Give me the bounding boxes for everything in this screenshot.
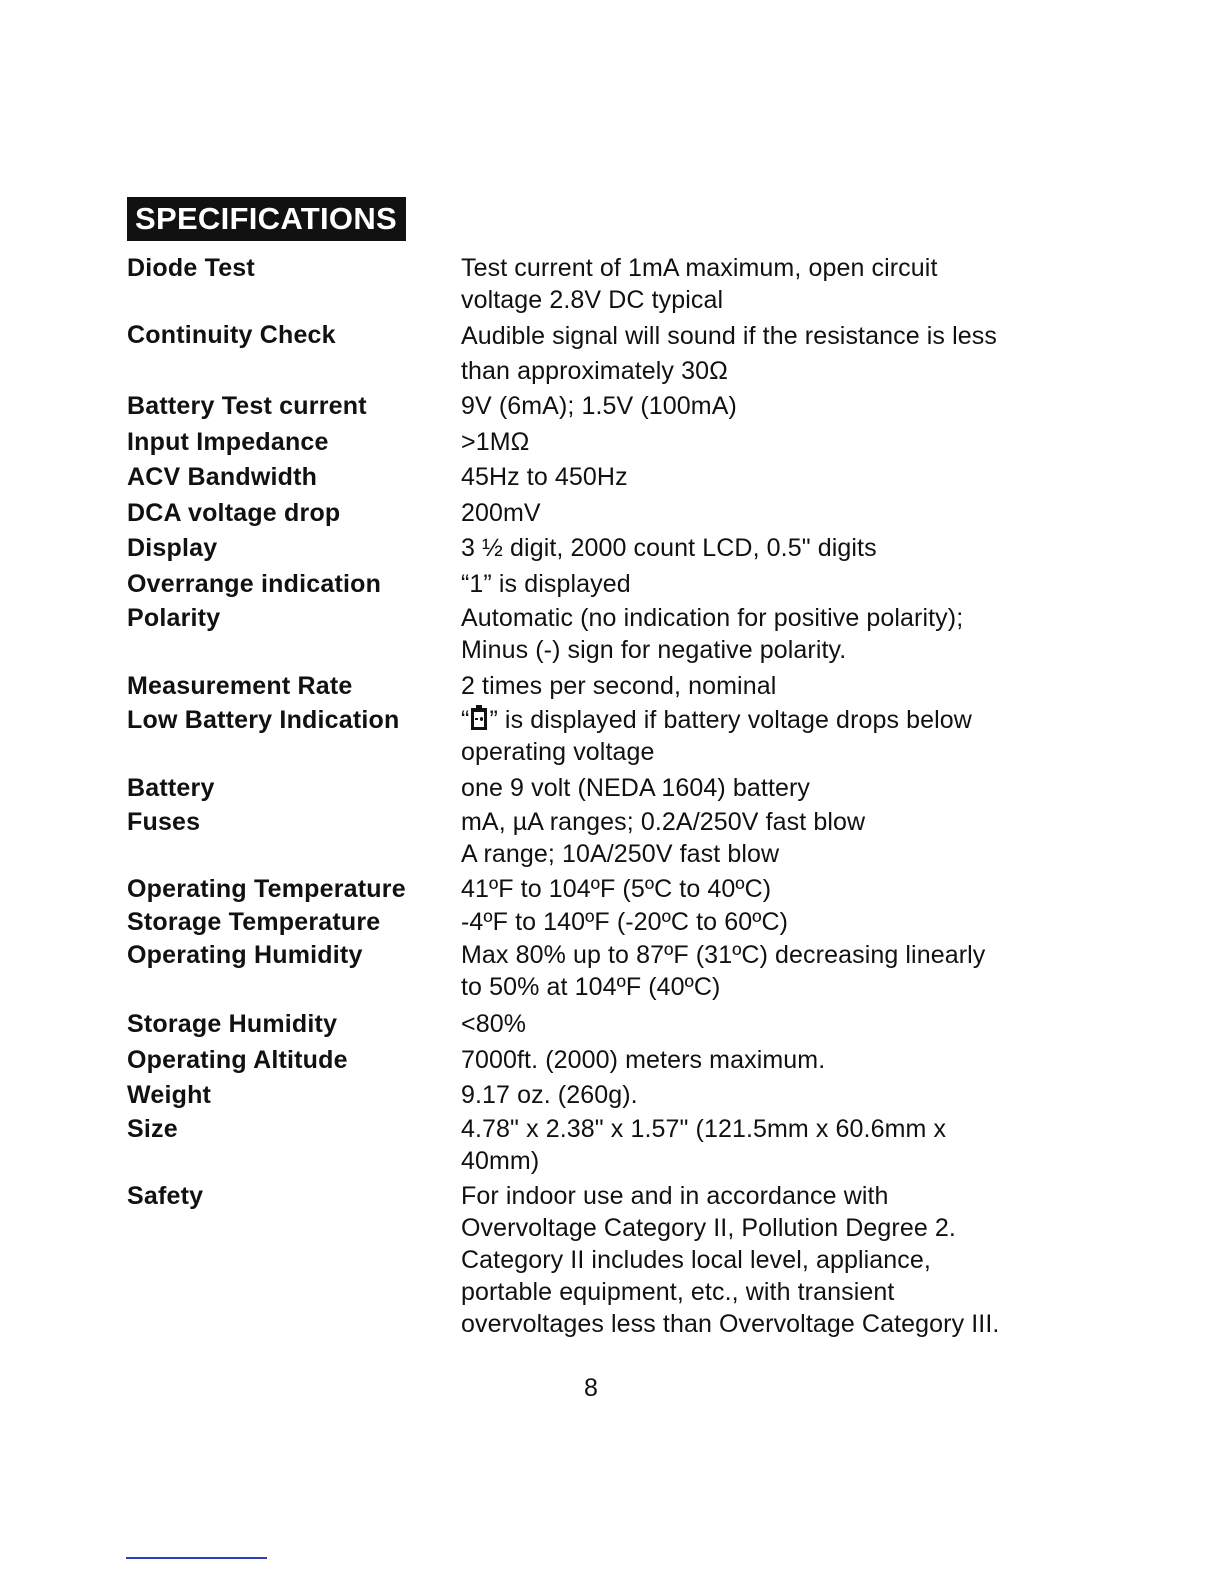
open-quote: “ xyxy=(461,706,470,734)
spec-label: Operating Temperature xyxy=(127,875,406,903)
spec-label: Safety xyxy=(127,1182,204,1210)
spec-value: 9.17 oz. (260g). xyxy=(461,1081,638,1109)
spec-row-overrange-indication xyxy=(127,566,1087,602)
spec-label: ACV Bandwidth xyxy=(127,463,318,491)
spec-value: <80% xyxy=(461,1010,527,1038)
spec-value: Audible signal will sound if the resistance is less than approximately 30Ω xyxy=(461,322,997,385)
spec-value: 41ºF to 104ºF (5ºC to 40ºC) xyxy=(461,875,772,903)
spec-value: mA, µA ranges; 0.2A/250V fast blow A range; 10A/250V fast blow xyxy=(461,808,866,868)
spec-row-operating-altitude xyxy=(127,1042,1087,1078)
spec-row-weight xyxy=(127,1078,1087,1113)
spec-row-acv-bandwidth xyxy=(127,460,1087,495)
spec-label: Battery xyxy=(127,774,215,802)
spec-row-fuses xyxy=(127,806,1087,873)
spec-row-measurement-rate xyxy=(127,669,1087,704)
spec-value: 45Hz to 450Hz xyxy=(461,463,628,491)
spec-row-diode-test xyxy=(127,252,1087,319)
spec-label: Storage Temperature xyxy=(127,908,381,936)
spec-label: Battery Test current xyxy=(127,392,367,420)
section-title: SPECIFICATIONS xyxy=(127,197,406,241)
spec-row-safety xyxy=(127,1180,1087,1340)
specifications-table xyxy=(127,252,1087,1340)
spec-value: 2 times per second, nominal xyxy=(461,672,777,700)
spec-row-storage-temperature xyxy=(127,906,1087,939)
spec-label: Measurement Rate xyxy=(127,672,353,700)
low-battery-text: ” is displayed if battery voltage drops below operating voltage xyxy=(461,706,972,766)
spec-row-dca-voltage-drop xyxy=(127,495,1087,531)
spec-label: Overrange indication xyxy=(127,570,382,598)
spec-value: >1MΩ xyxy=(461,428,530,456)
spec-value: For indoor use and in accordance with Overvoltage Category II, Pollution Degree 2. Category II includes local level, appliance, portable equipment, etc., with transient overvoltages less than Overvoltage Category III. xyxy=(461,1182,1000,1338)
spec-value: one 9 volt (NEDA 1604) battery xyxy=(461,774,811,802)
footer-rule xyxy=(126,1557,267,1559)
spec-value xyxy=(461,704,1087,768)
spec-row-input-impedance xyxy=(127,424,1087,460)
spec-value: Max 80% up to 87ºF (31ºC) decreasing linearly to 50% at 104ºF (40ºC) xyxy=(461,941,986,1001)
spec-label: Diode Test xyxy=(127,254,255,282)
spec-value: Test current of 1mA maximum, open circuit voltage 2.8V DC typical xyxy=(461,254,938,314)
spec-label: Size xyxy=(127,1115,178,1143)
spec-row-polarity xyxy=(127,602,1087,669)
spec-row-battery xyxy=(127,771,1087,806)
spec-label: Low Battery Indication xyxy=(127,706,400,734)
page-number: 8 xyxy=(584,1374,598,1402)
spec-label: Storage Humidity xyxy=(127,1010,338,1038)
spec-value: Automatic (no indication for positive polarity); Minus (-) sign for negative polarity. xyxy=(461,604,964,664)
spec-row-size xyxy=(127,1113,1087,1180)
spec-row-operating-temperature xyxy=(127,873,1087,906)
spec-label: DCA voltage drop xyxy=(127,499,341,527)
spec-value: 9V (6mA); 1.5V (100mA) xyxy=(461,392,737,420)
spec-value: 3 ½ digit, 2000 count LCD, 0.5" digits xyxy=(461,534,877,562)
spec-label: Weight xyxy=(127,1081,212,1109)
spec-row-battery-test-current xyxy=(127,389,1087,424)
spec-label: Display xyxy=(127,534,218,562)
spec-row-low-battery-indication xyxy=(127,704,1087,771)
spec-label: Operating Altitude xyxy=(127,1046,348,1074)
spec-value: -4ºF to 140ºF (-20ºC to 60ºC) xyxy=(461,908,789,936)
battery-icon xyxy=(470,705,488,731)
spec-row-continuity-check xyxy=(127,319,1087,389)
spec-row-operating-humidity xyxy=(127,939,1087,1007)
spec-row-storage-humidity xyxy=(127,1007,1087,1042)
spec-label: Continuity Check xyxy=(127,321,336,349)
spec-label: Polarity xyxy=(127,604,221,632)
spec-row-display xyxy=(127,531,1087,566)
spec-value: 200mV xyxy=(461,499,541,527)
spec-label: Input Impedance xyxy=(127,428,329,456)
spec-value: 7000ft. (2000) meters maximum. xyxy=(461,1046,826,1074)
spec-label: Operating Humidity xyxy=(127,941,363,969)
spec-value: “1” is displayed xyxy=(461,570,631,598)
spec-label: Fuses xyxy=(127,808,201,836)
spec-value: 4.78" x 2.38" x 1.57" (121.5mm x 60.6mm x 40mm) xyxy=(461,1115,947,1175)
